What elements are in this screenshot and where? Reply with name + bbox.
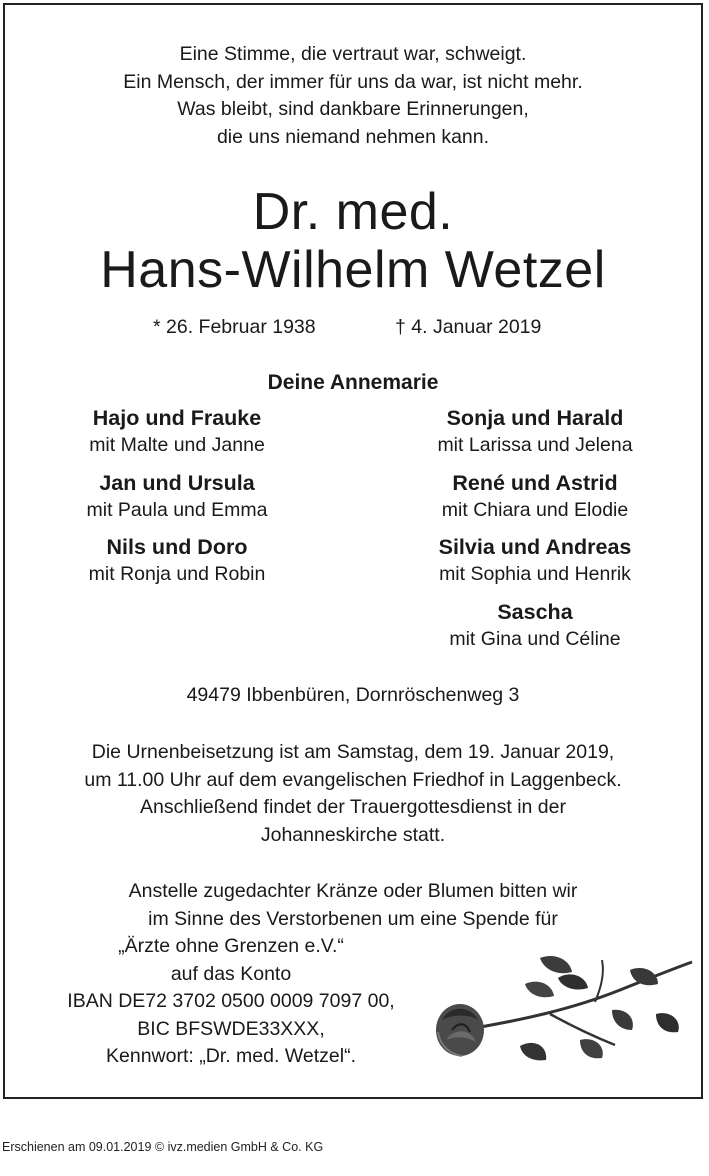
mourner-group xyxy=(27,534,327,599)
mourner-group xyxy=(27,470,327,535)
mourner-names: René und Astrid xyxy=(452,470,618,495)
ceremony-line: um 11.00 Uhr auf dem evangelischen Friedhof in Laggenbeck. xyxy=(84,768,622,791)
mourner-group xyxy=(385,405,685,470)
mourner-children: mit Chiara und Elodie xyxy=(441,498,629,521)
poem-line: Was bleibt, sind dankbare Erinnerungen, xyxy=(177,98,529,120)
death-date: † 4. Januar 2019 xyxy=(395,316,542,338)
rose-icon xyxy=(430,950,700,1075)
donation-line: Kennwort: „Dr. med. Wetzel“. xyxy=(106,1045,356,1067)
mourner-children: mit Sophia und Henrik xyxy=(439,563,631,585)
donation-line: IBAN DE72 3702 0500 0009 7097 00, xyxy=(67,990,395,1012)
mourner-group xyxy=(385,599,685,664)
donation-line: „Ärzte ohne Grenzen e.V.“ xyxy=(118,935,344,957)
mourner-names: Jan und Ursula xyxy=(99,470,255,495)
poem xyxy=(5,41,701,151)
mourner-group xyxy=(27,405,327,470)
deceased-title: Dr. med. xyxy=(252,183,454,241)
mourner-children: mit Malte und Janne xyxy=(89,434,265,456)
publication-footer: Erschienen am 09.01.2019 © ivz.medien GmbH & Co. KG xyxy=(2,1140,324,1154)
mourner-names: Hajo und Frauke xyxy=(92,406,262,430)
poem-line: Eine Stimme, die vertraut war, schweigt. xyxy=(179,43,527,65)
mourner-children: mit Paula und Emma xyxy=(86,498,268,521)
donation-details xyxy=(25,933,437,1071)
donation-line: BIC BFSWDE33XXX, xyxy=(137,1017,325,1040)
deceased-name: Hans-Wilhelm Wetzel xyxy=(100,241,606,299)
mourners-left-column xyxy=(27,405,327,599)
mourner-names: Sonja und Harald xyxy=(446,406,624,430)
ceremony-line: Die Urnenbeisetzung ist am Samstag, dem 19. Januar 2019, xyxy=(91,741,615,763)
mourner-names: Sascha xyxy=(497,599,573,624)
mourner-children: mit Larissa und Jelena xyxy=(437,434,633,456)
donation-intro xyxy=(5,878,701,933)
mourner-group xyxy=(385,470,685,535)
mourner-children: mit Ronja und Robin xyxy=(88,563,266,585)
mourner-names: Silvia und Andreas xyxy=(438,535,632,559)
obituary-frame xyxy=(3,3,703,1099)
main-mourner: Deine Annemarie xyxy=(267,371,439,394)
ceremony-line: Johanneskirche statt. xyxy=(260,823,446,846)
deceased-name-block xyxy=(5,183,701,299)
donation-line: im Sinne des Verstorbenen um eine Spende für xyxy=(148,907,558,930)
donation-line: Anstelle zugedachter Kränze oder Blumen bitten wir xyxy=(128,880,578,902)
birth-date: * 26. Februar 1938 xyxy=(153,316,316,338)
ceremony-line: Anschließend findet der Trauergottesdienst in der xyxy=(139,796,566,818)
mourner-names: Nils und Doro xyxy=(106,535,248,559)
poem-line: die uns niemand nehmen kann. xyxy=(216,125,490,148)
poem-line: Ein Mensch, der immer für uns da war, ist nicht mehr. xyxy=(123,70,583,93)
mourners-right-column xyxy=(385,405,685,663)
mourner-children: mit Gina und Céline xyxy=(449,627,621,650)
address: 49479 Ibbenbüren, Dornröschenweg 3 xyxy=(186,684,520,706)
mourner-group xyxy=(385,534,685,599)
donation-line: auf das Konto xyxy=(170,962,292,985)
ceremony-text xyxy=(5,739,701,849)
